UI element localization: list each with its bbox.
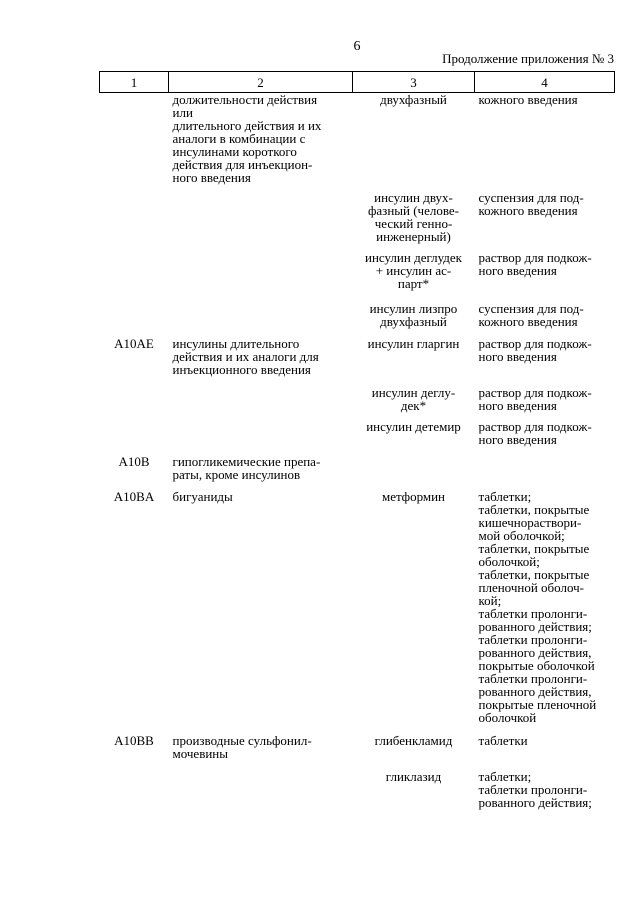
table-row [100,420,615,455]
table-row [100,302,615,337]
group-name [169,770,353,810]
atc-code: A10B [118,453,150,469]
drug-name [353,455,475,490]
dosage-form [475,455,615,490]
atc-code [100,191,169,251]
atc-code [100,302,169,337]
table-row [100,770,615,810]
group-name: бигуаниды [172,488,233,504]
column-header: 4 [475,72,615,93]
group-name [169,191,353,251]
medication-table [99,71,615,810]
group-name: должительности действия или длительного действия и их аналоги в комбинации с инсулинами короткого действия для инъекцион- ного введения [172,92,322,185]
group-name: производные сульфонил- мочевины [172,732,312,761]
column-header: 3 [353,72,475,93]
atc-code: A10AE [114,335,154,351]
drug-name: инсулин лизпро двухфазный [369,300,458,329]
atc-code [100,420,169,455]
atc-code: A10BB [114,732,154,748]
table-row [100,251,615,302]
dosage-form: суспензия для под- кожного введения [478,189,584,218]
drug-name: инсулин детемир [366,418,461,434]
drug-name: глибенкламид [374,732,453,748]
table-header-row [100,72,615,93]
table-row [100,386,615,420]
dosage-form: раствор для подкож- ного введения [478,335,592,364]
drug-name: гликлазид [385,768,442,784]
dosage-form: таблетки [478,732,528,748]
atc-code: A10BA [113,488,155,504]
group-name: инсулины длительного действия и их аналоги для инъекционного введения [172,335,319,377]
group-name [169,386,353,420]
drug-name: инсулин гларгин [367,335,460,351]
drug-name: метформин [381,488,446,504]
drug-name: двухфазный [380,92,447,107]
dosage-form: таблетки; таблетки пролонги- рованного действия; [478,768,592,810]
table-row [100,734,615,770]
drug-name: инсулин двух- фазный (челове- ческий генно- инженерный) [367,189,459,244]
dosage-form: таблетки; таблетки, покрытые кишечнораствори- мой оболочкой; таблетки, покрытые оболочкой; таблетки, покрытые пленочной оболоч- кой; таблетки пролонги- рованного действия; таблетки пролонги- рованного действия, покрытые оболочкой таблетки пролонги- рованного действия, покрытые пленочной оболочкой [478,488,597,725]
table-row [100,455,615,490]
page-number: 6 [353,39,361,54]
group-name [169,420,353,455]
column-header: 1 [100,72,169,93]
dosage-form: раствор для подкож- ного введения [478,249,592,278]
group-name [169,251,353,302]
table-row [100,93,615,191]
dosage-form: суспензия для под- кожного введения [478,300,584,329]
dosage-form: раствор для подкож- ного введения [478,384,592,413]
group-name: гипогликемические препа- раты, кроме инсулинов [172,453,321,482]
continuation-note: Продолжение приложения № 3 [442,51,614,66]
atc-code [100,93,169,191]
table-row [100,191,615,251]
atc-code [100,770,169,810]
table-row [100,490,615,734]
atc-code [100,251,169,302]
group-name [169,302,353,337]
drug-name: инсулин деглу- дек* [371,384,456,413]
column-header: 2 [169,72,353,93]
table-row [100,337,615,386]
drug-name: инсулин деглудек + инсулин ас- парт* [364,249,463,291]
dosage-form: раствор для подкож- ного введения [478,418,592,447]
atc-code [100,386,169,420]
dosage-form: кожного введения [478,92,578,107]
